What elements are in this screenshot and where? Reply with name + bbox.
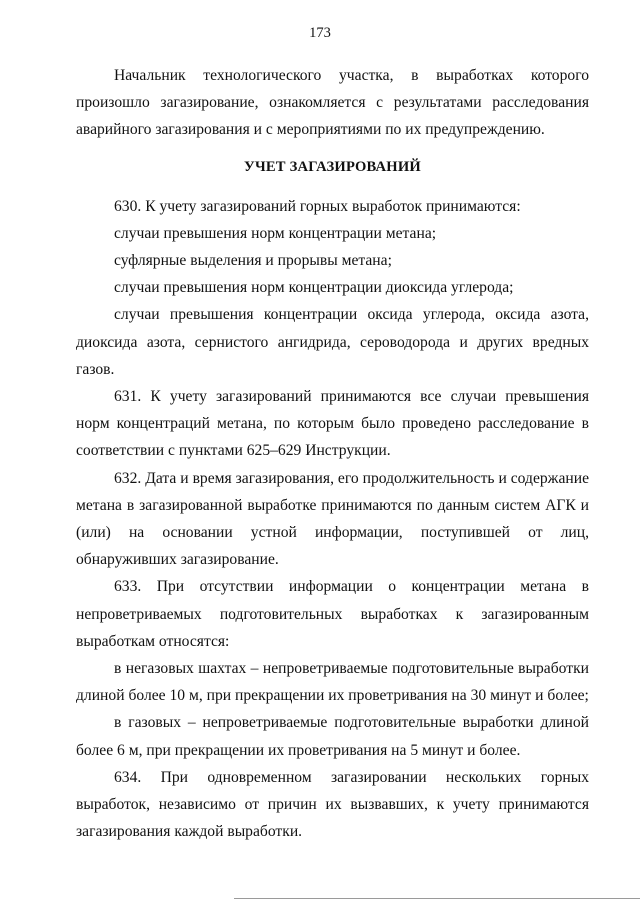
list-item-co2: случаи превышения норм концентрации диоксида углерода; [114,279,514,297]
list-item-gas-mines: в газовых – непроветриваемые подготовительные выработки длиной более 6 м, при прекращении их проветривания на 5 минут и более. [76,714,589,759]
scan-edge-line [234,898,640,899]
paragraph-632: 632. Дата и время загазирования, его продолжительность и содержание метана в загазированной выработке принимаются по данным систем АГК и (или) на основании устной информации, поступившей от лиц, обнаруживших загазирование. [76,469,589,569]
section-heading: УЧЕТ ЗАГАЗИРОВАНИЙ [244,158,421,175]
list-item-outbursts: суфлярные выделения и прорывы метана; [114,252,392,270]
intro-paragraph: Начальник технологического участка, в выработках которого произошло загазирование, ознакомляется с результатами расследования аварийного загазирования и с мероприятиями по их предупреждению. [76,67,589,139]
list-item-methane: случаи превышения норм концентрации метана; [114,224,437,242]
document-body [76,62,589,845]
paragraph-630: 630. К учету загазирований горных выработок принимаются: [114,197,521,215]
list-item-harmful-gases: случаи превышения концентрации оксида углерода, оксида азота, диоксида азота, сернистого ангидрида, сероводорода и других вредных газов. [76,306,589,378]
paragraph-634: 634. При одновременном загазировании нескольких горных выработок, независимо от причин их вызвавших, к учету принимаются загазирования каждой выработки. [76,768,589,841]
paragraph-631: 631. К учету загазирований принимаются все случаи превышения норм концентраций метана, по которым было проведено расследование в соответствии с пунктами 625–629 Инструкции. [76,388,589,460]
paragraph-633: 633. При отсутствии информации о концентрации метана в непроветриваемых подготовительных выработках к загазированным выработкам относятся: [76,578,589,650]
page-number: 173 [309,25,331,41]
list-item-non-gas-mines: в негазовых шахтах – непроветриваемые подготовительные выработки длиной более 10 м, при прекращении их проветривания на 30 минут и более; [76,660,589,705]
